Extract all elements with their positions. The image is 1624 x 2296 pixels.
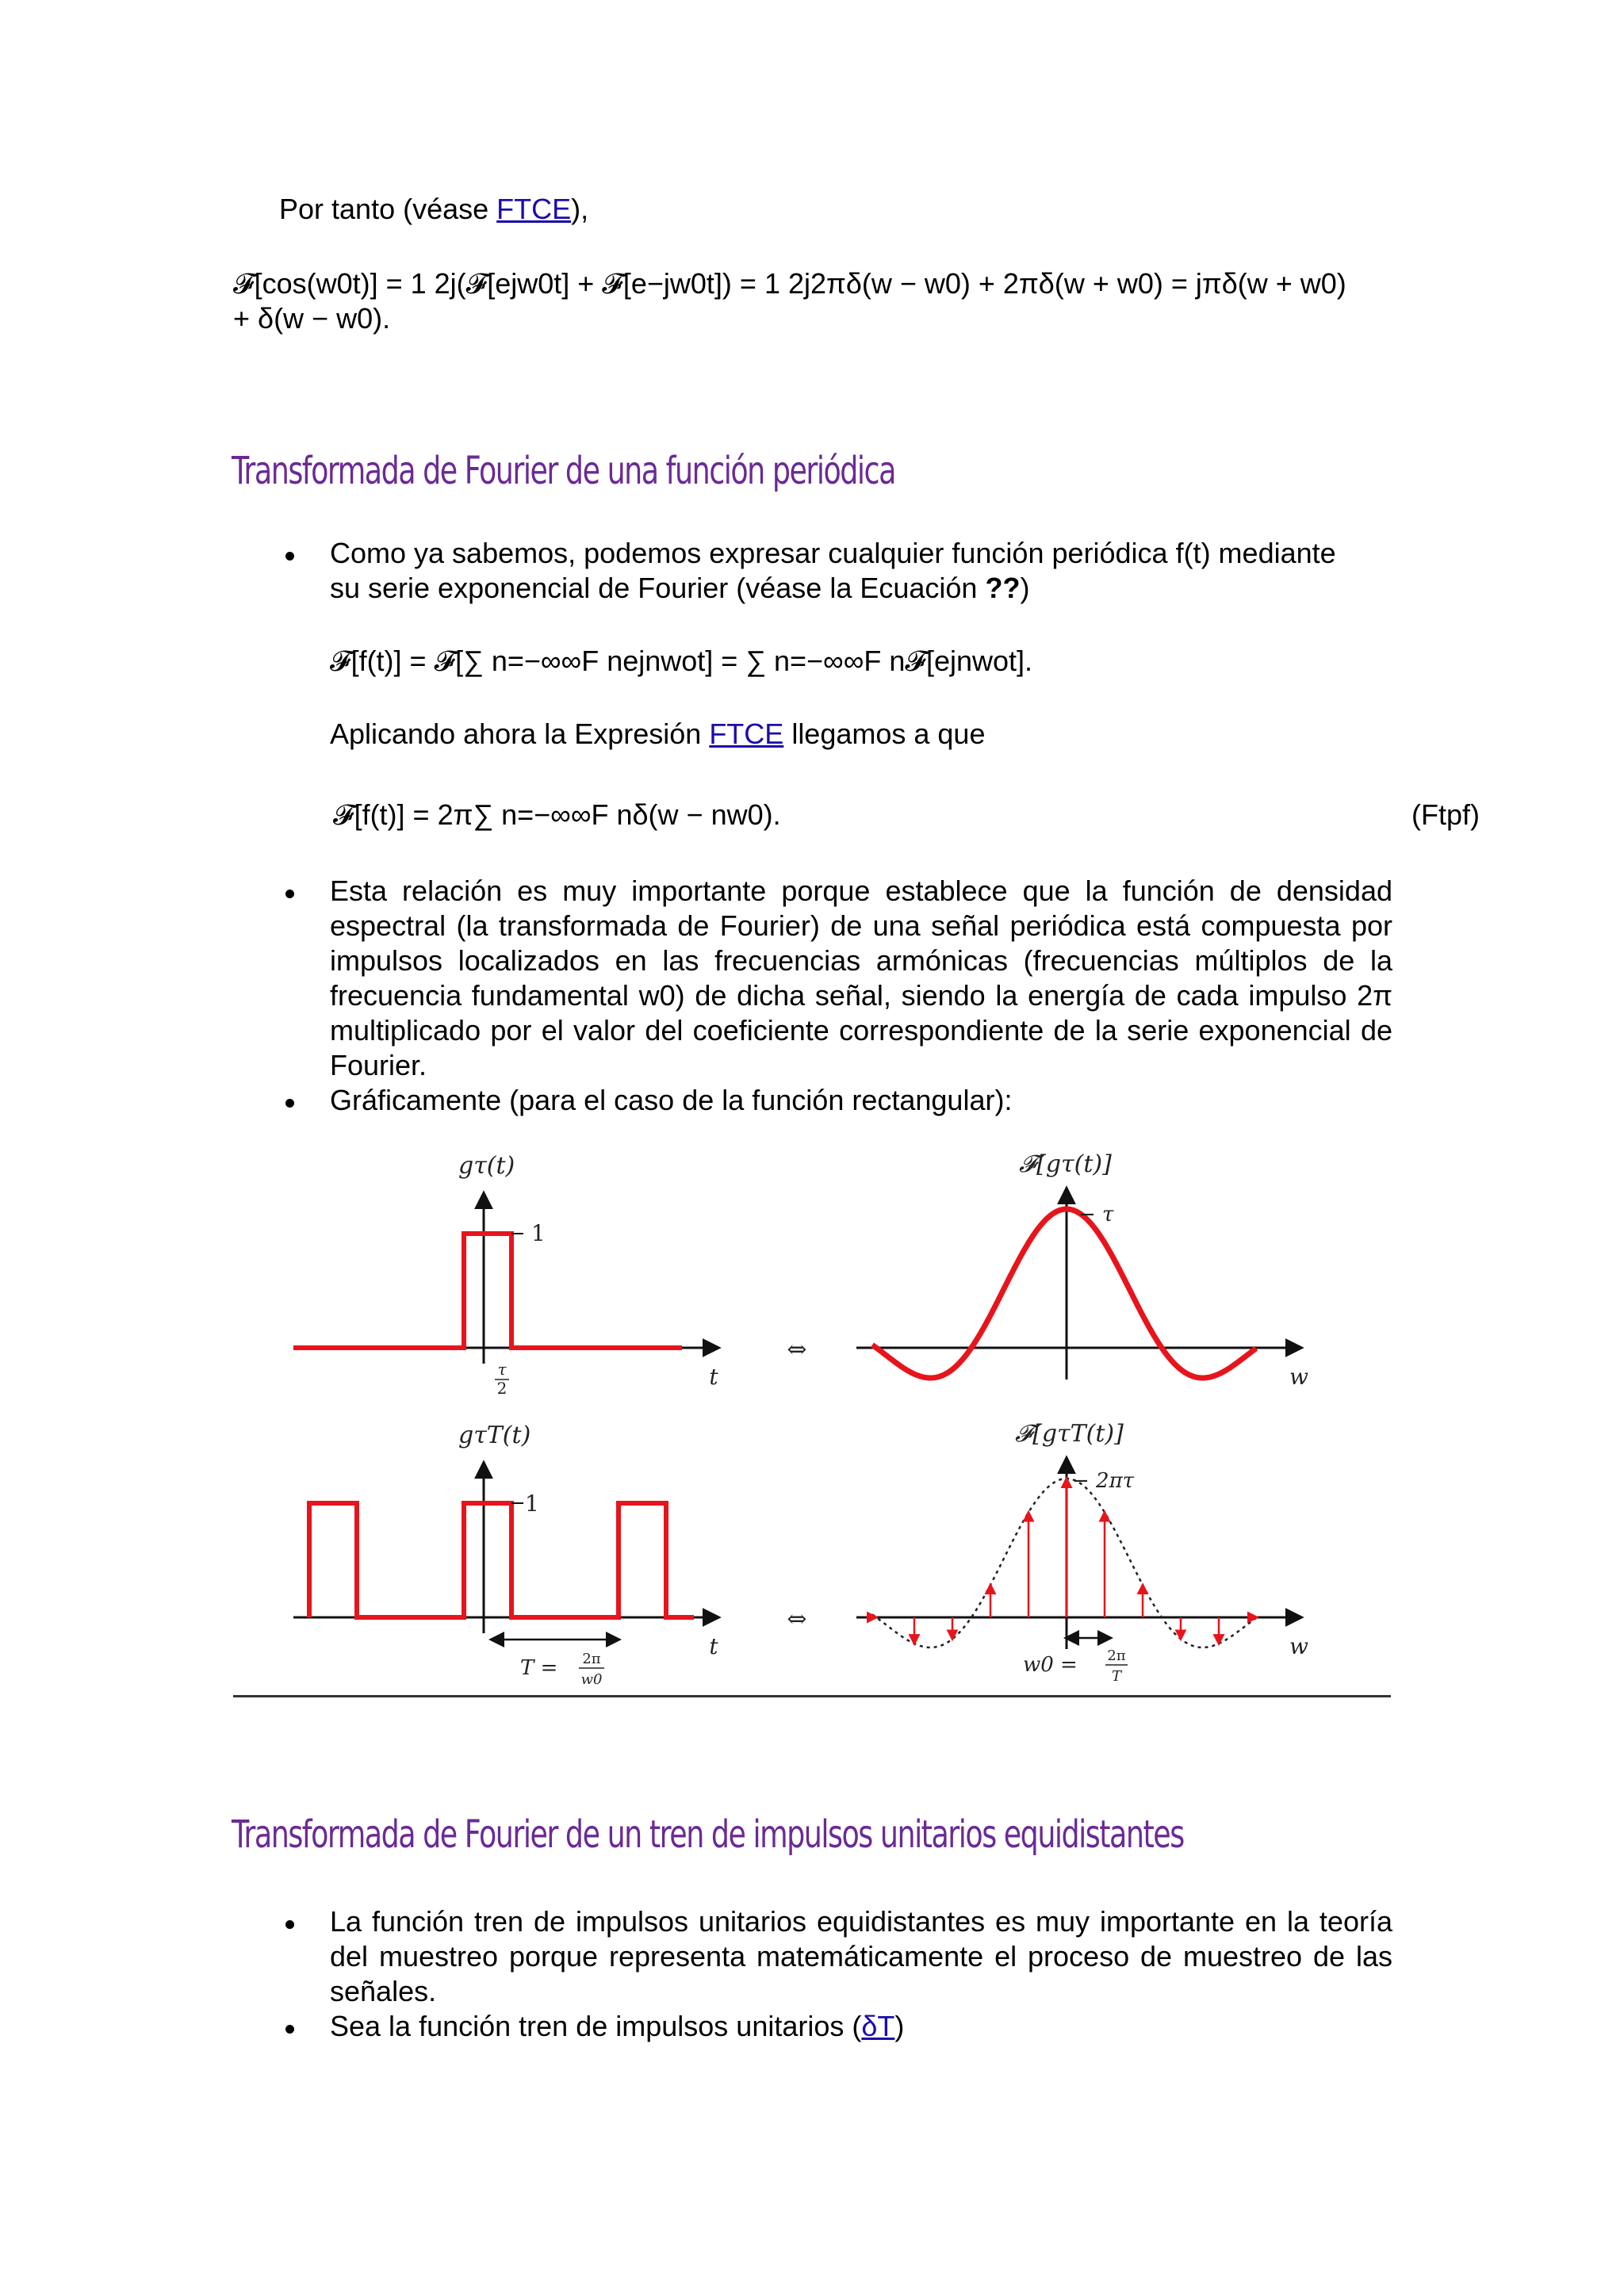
- figure-divider: [233, 1695, 1391, 1697]
- single-pulse-plot: [293, 1152, 718, 1398]
- bullet-fourier-series: [330, 536, 1392, 606]
- equivalence-bottom: ⇔: [787, 1605, 807, 1633]
- t-label-bottom: t: [709, 1633, 718, 1659]
- bullet-dot: [285, 2025, 294, 2034]
- pulse-train-curve: [309, 1503, 694, 1617]
- sinc-envelope: [872, 1479, 1256, 1647]
- tau-numerator: τ: [497, 1360, 507, 1379]
- two-pi-tau-label: − 2πτ: [1072, 1469, 1135, 1493]
- w-label-top: w: [1289, 1364, 1308, 1390]
- bullet-graphically: Gráficamente (para el caso de la función rectangular):: [330, 1084, 1013, 1116]
- w0-label: w0 =: [1023, 1653, 1078, 1677]
- fourier-figure: [285, 1142, 1411, 1705]
- delta-T-link[interactable]: δT: [861, 2010, 895, 2042]
- cos-transform-formula: [233, 266, 1399, 336]
- formula-tag: (Ftpf): [1411, 798, 1480, 831]
- bullet-spectral-density: Esta relación es muy importante porque establece que la función de densidad espectral (la transformada de Fourier) de una señal periódica está compuesta por impulsos localizados en las frecuencias armónicas (frecuencias múltiplos de la frecuencia fundamental w0) de dicha señal, siendo la energía de cada impulso 2π multiplicado por el valor del coeficiente correspondiente de la serie exponencial de Fourier.: [330, 874, 1392, 1081]
- bullet-impulse-train-def: Sea la función tren de impulsos unitarios (δT): [330, 2010, 905, 2042]
- bullet-dot: [285, 1099, 294, 1108]
- w0-denominator: T: [1111, 1668, 1122, 1685]
- formula-ftpf: 𝓕[f(t)] = 2π∑ n=−∞∞F nδ(w − nw0).: [333, 798, 781, 831]
- F-g-tau-T-label: 𝓕[gτT(t)]: [1015, 1420, 1124, 1448]
- section-heading-periodic: Transformada de Fourier de una función periódica: [232, 449, 895, 493]
- period-label: T =: [520, 1656, 558, 1680]
- F-g-tau-label: 𝓕[gτ(t)]: [1019, 1150, 1112, 1178]
- pulse-train-plot: [293, 1422, 718, 1688]
- formula-line: + δ(w − w0).: [233, 302, 391, 335]
- bullet-line: su serie exponencial de Fourier (véase la Ecuación ??): [330, 572, 1030, 604]
- ftce-link[interactable]: FTCE: [496, 193, 572, 225]
- two-denominator: 2: [496, 1379, 508, 1398]
- equation-ref: ??: [985, 572, 1021, 604]
- apply-line: Aplicando ahora la Expresión FTCE llegamos a que: [330, 718, 986, 750]
- formula-line: 𝓕[cos(w0t)] = 1 2j(𝓕[ejw0t] + 𝓕[e−jw0t]) = 1 2j2πδ(w − w0) + 2πδ(w + w0) = jπδ(w + w0): [233, 267, 1346, 300]
- bullet-dot: [285, 890, 294, 898]
- rect-pulse-curve: [293, 1234, 682, 1348]
- bullet-sampling-theory: La función tren de impulsos unitarios equidistantes es muy importante en la teoría del muestreo porque representa matemáticamente el proceso de muestreo de las señales.: [330, 1905, 1392, 2007]
- amplitude-one-label-bottom: 1: [525, 1490, 539, 1517]
- ftce-link-2[interactable]: FTCE: [709, 718, 784, 750]
- formula-sum: 𝓕[f(t)] = 𝓕[∑ n=−∞∞F nejnwot] = ∑ n=−∞∞F n𝓕[ejnwot].: [330, 645, 1033, 677]
- section-heading-impulse-train: Transformada de Fourier de un tren de impulsos unitarios equidistantes: [232, 1812, 1184, 1857]
- g-tau-T-label: gτT(t): [458, 1422, 531, 1449]
- sinc-spectrum-plot: [856, 1150, 1308, 1390]
- impulse-spectrum-plot: [856, 1420, 1308, 1685]
- equivalence-top: ⇔: [787, 1336, 807, 1364]
- sinc-curve: [872, 1209, 1256, 1378]
- amplitude-one-label: 1: [531, 1220, 546, 1246]
- period-denominator: w0: [580, 1671, 603, 1688]
- bullet-dot: [285, 552, 294, 561]
- g-tau-label: gτ(t): [458, 1152, 515, 1180]
- bullet-dot: [285, 1920, 294, 1929]
- w-label-bottom: w: [1289, 1633, 1308, 1659]
- period-numerator: 2π: [582, 1651, 601, 1667]
- tau-peak-label: − τ: [1078, 1203, 1114, 1226]
- bullet-line: Como ya sabemos, podemos expresar cualquier función periódica f(t) mediante: [330, 537, 1336, 569]
- intro-line: Por tanto (véase FTCE),: [279, 193, 589, 225]
- t-label-top: t: [709, 1364, 718, 1390]
- w0-numerator: 2π: [1107, 1647, 1126, 1664]
